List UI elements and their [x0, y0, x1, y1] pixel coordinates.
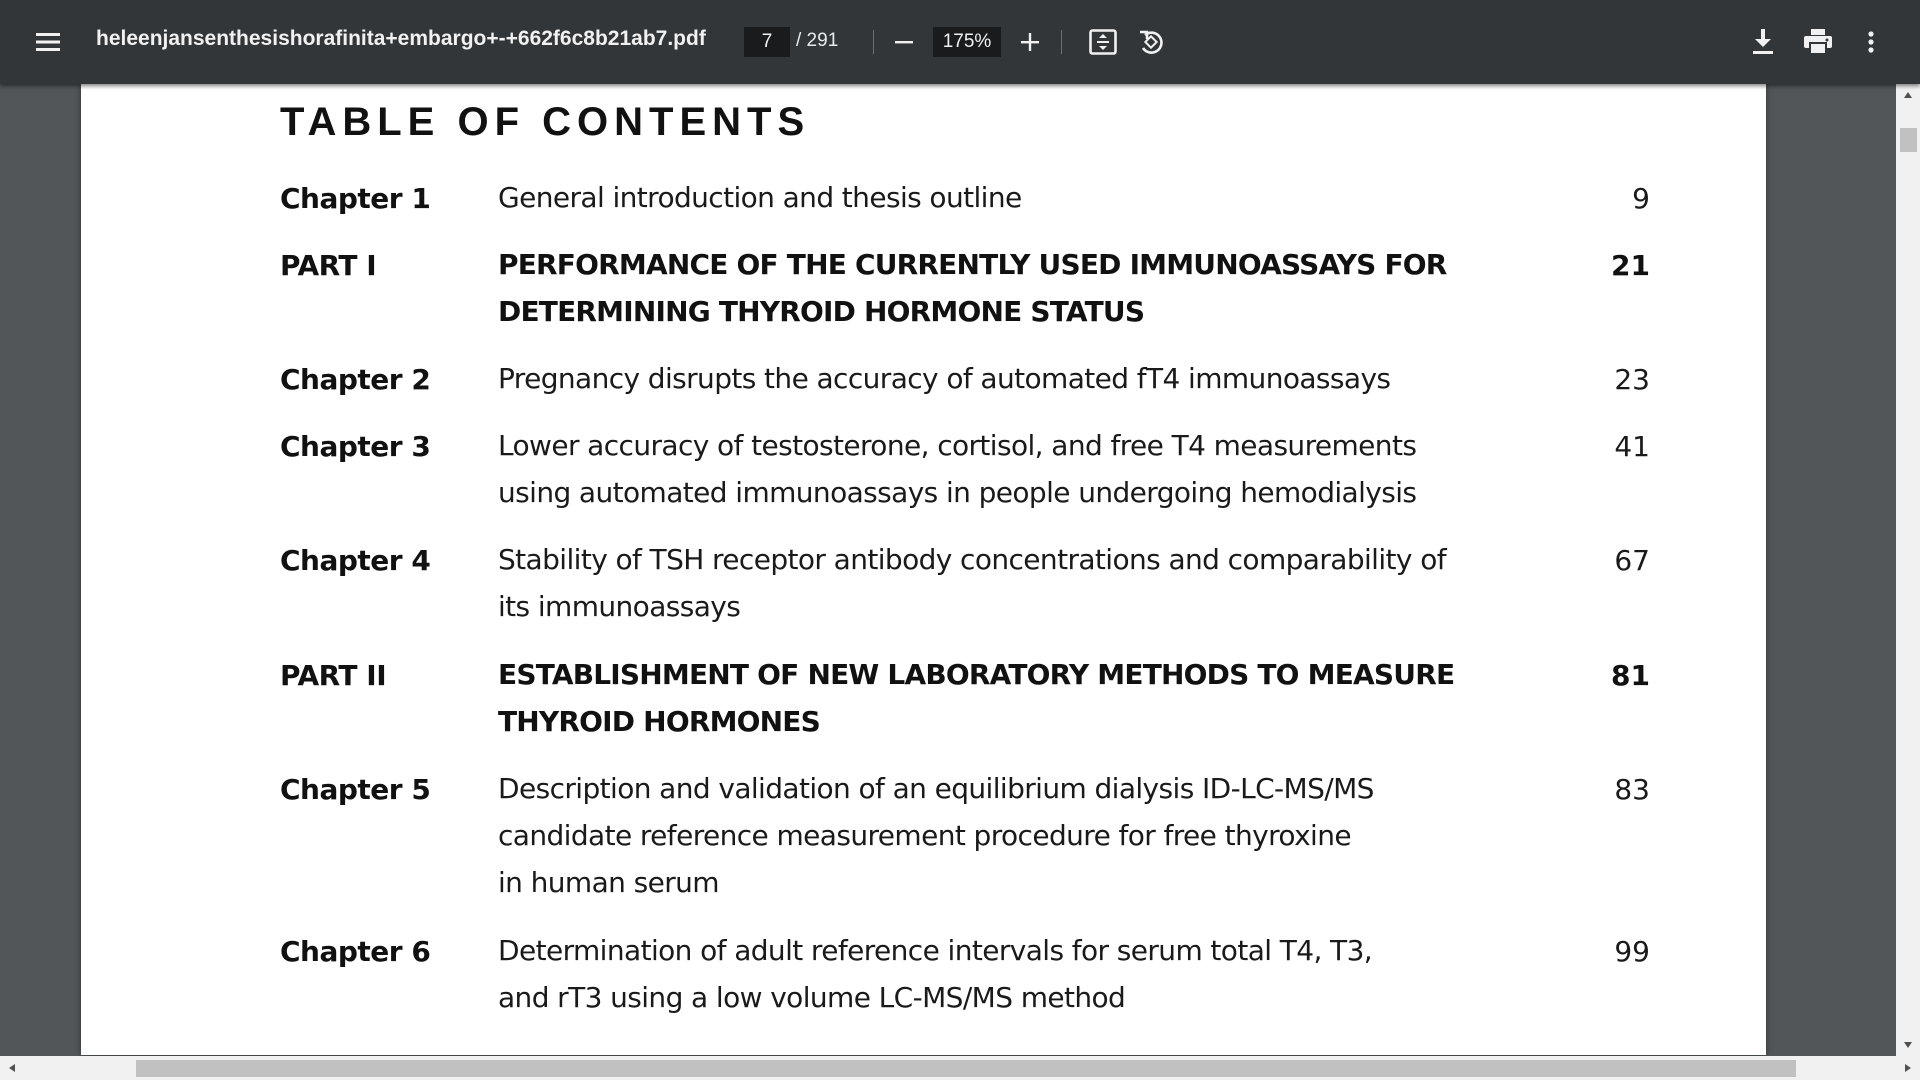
more-options-button[interactable]: [1856, 22, 1886, 62]
toc-entry-label: PART I: [280, 249, 377, 282]
pdf-toolbar: [0, 0, 1920, 84]
page-total: / 291: [796, 30, 839, 51]
plus-icon: [1020, 32, 1040, 52]
toc-entry-title: Stability of TSH receptor antibody concentrations and comparability of its immunoassays: [498, 543, 1446, 623]
toc-entry-page: 81: [1611, 659, 1650, 692]
vertical-scrollbar[interactable]: [1896, 84, 1920, 1056]
print-icon: [1804, 29, 1832, 55]
vertical-scroll-thumb[interactable]: [1900, 128, 1917, 152]
toc-entry-label: PART II: [280, 659, 387, 692]
toc-entry-title: Determination of adult reference intervals for serum total T4, T3, and rT3 using a low volume LC-MS/MS method: [498, 934, 1373, 1014]
scroll-up-arrow-icon[interactable]: [1896, 84, 1920, 106]
toc-entry-label: Chapter 5: [280, 773, 431, 806]
toc-entry-label: Chapter 4: [280, 544, 431, 577]
fit-to-page-icon: [1089, 29, 1117, 55]
toc-entry-title: General introduction and thesis outline: [498, 181, 1022, 214]
toc-entry-title: Lower accuracy of testosterone, cortisol, and free T4 measurements using automated immunoassays in people undergoing hemodialysis: [498, 429, 1417, 509]
zoom-out-button[interactable]: [888, 22, 920, 62]
rotate-counterclockwise-icon: [1137, 28, 1165, 56]
hamburger-menu-icon[interactable]: [26, 22, 70, 62]
toc-entry-title: Description and validation of an equilibrium dialysis ID-LC-MS/MS candidate reference measurement procedure for free thyroxine in human serum: [498, 772, 1374, 899]
scroll-left-arrow-icon[interactable]: [0, 1056, 24, 1080]
toc-entry-label: Chapter 6: [280, 935, 431, 968]
toc-entry-title: Pregnancy disrupts the accuracy of automated fT4 immunoassays: [498, 362, 1391, 395]
zoom-in-button[interactable]: [1014, 22, 1046, 62]
download-button[interactable]: [1744, 22, 1782, 62]
toc-entry-title: PERFORMANCE OF THE CURRENTLY USED IMMUNOASSAYS FOR DETERMINING THYROID HORMONE STATUS: [498, 248, 1447, 328]
zoom-level-input[interactable]: [933, 27, 1001, 57]
download-icon: [1752, 29, 1774, 55]
toolbar-divider: [873, 30, 874, 54]
horizontal-scrollbar[interactable]: [0, 1056, 1920, 1080]
more-vertical-icon: [1868, 31, 1874, 53]
toc-entry-page: 21: [1611, 249, 1650, 282]
fit-to-page-button[interactable]: [1086, 22, 1120, 62]
toc-entry-label: Chapter 1: [280, 182, 431, 215]
toc-entry-label: Chapter 2: [280, 363, 431, 396]
toc-entry-page: 83: [1614, 773, 1650, 806]
toc-entry-page: 41: [1614, 430, 1650, 463]
toc-entry-page: 9: [1632, 182, 1650, 215]
minus-icon: [894, 32, 914, 52]
page-number-input[interactable]: [744, 27, 790, 57]
toc-entry-page: 99: [1614, 935, 1650, 968]
toc-entry-label: Chapter 3: [280, 430, 431, 463]
document-filename: heleenjansenthesishorafinita+embargo+-+662f6c8b21ab7.pdf: [96, 27, 706, 50]
horizontal-scroll-thumb[interactable]: [136, 1060, 1796, 1077]
pdf-page: [81, 84, 1766, 1055]
toc-entry-title: ESTABLISHMENT OF NEW LABORATORY METHODS TO MEASURE THYROID HORMONES: [498, 658, 1455, 738]
scroll-right-arrow-icon[interactable]: [1896, 1056, 1920, 1080]
toc-entry-page: 23: [1614, 363, 1650, 396]
print-button[interactable]: [1798, 22, 1838, 62]
toolbar-divider: [1061, 30, 1062, 54]
scroll-down-arrow-icon[interactable]: [1896, 1034, 1920, 1056]
toc-entry-page: 67: [1614, 544, 1650, 577]
toc-title: TABLE OF CONTENTS: [280, 100, 811, 144]
rotate-button[interactable]: [1134, 22, 1168, 62]
pdf-viewer-area[interactable]: [0, 84, 1920, 1080]
